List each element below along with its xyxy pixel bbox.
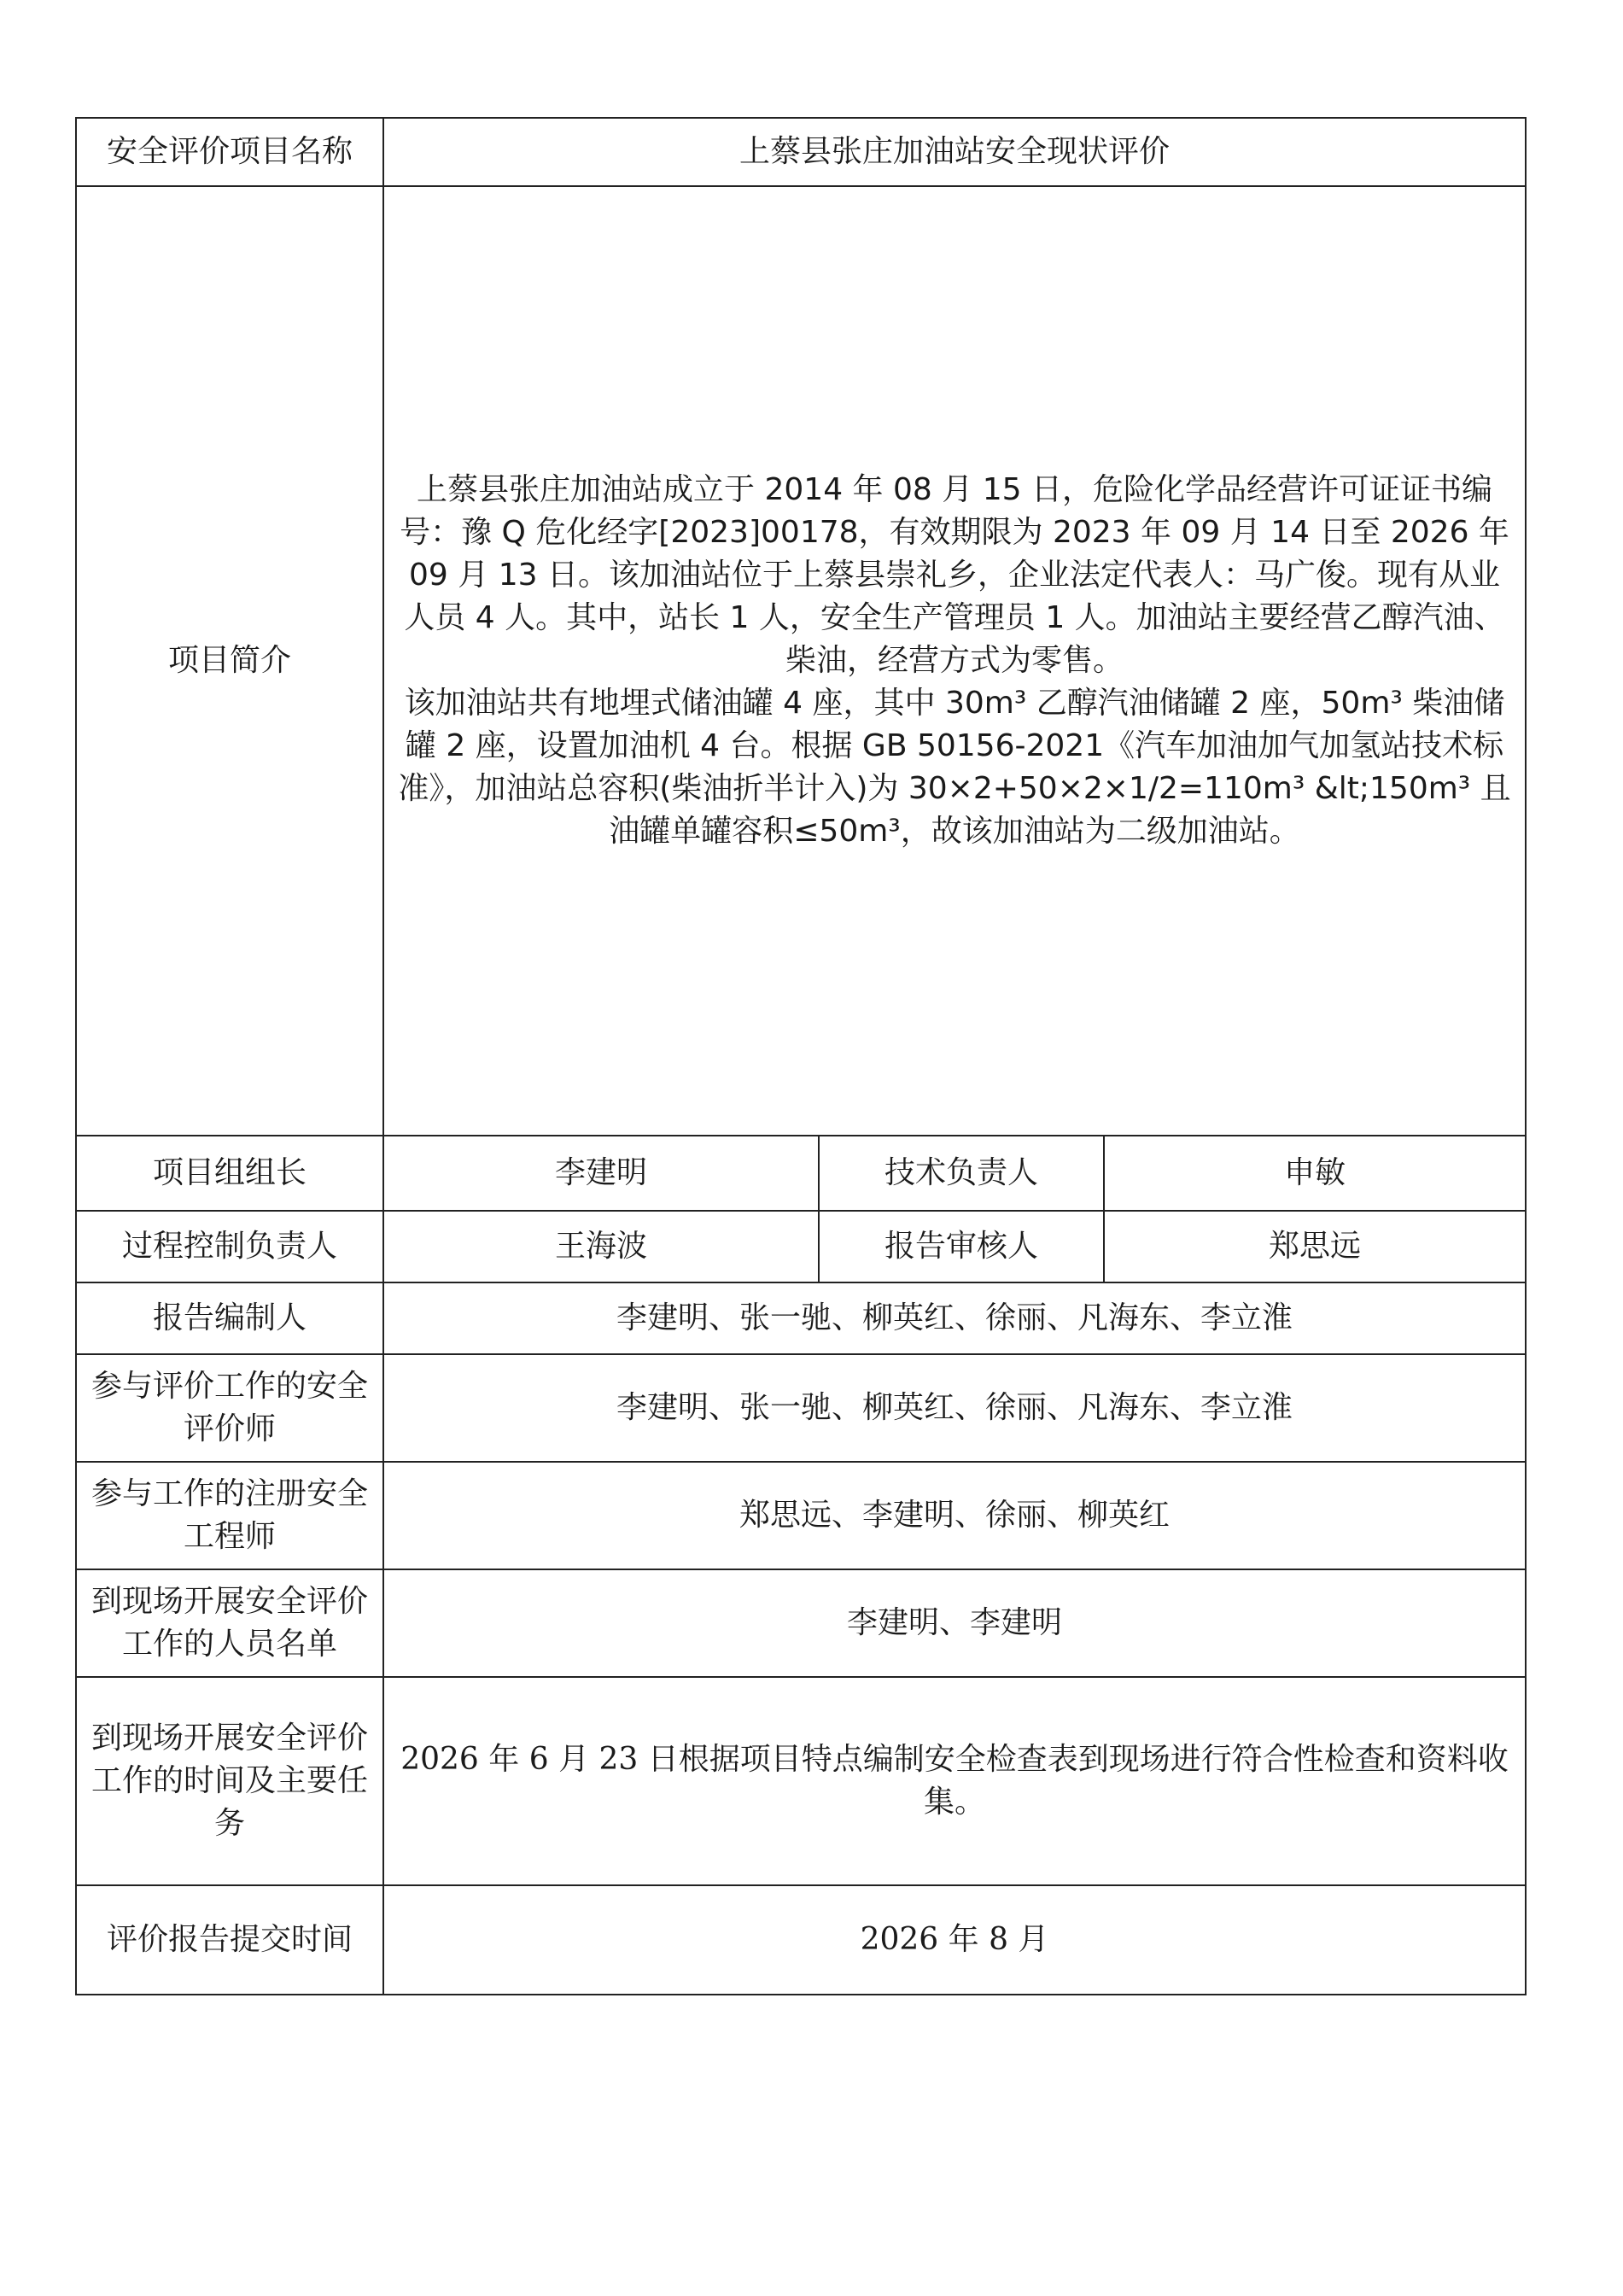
intro-paragraph-2: 该加油站共有地埋式储油罐 4 座，其中 30m³ 乙醇汽油储罐 2 座，50m³ 柴油储罐 2 座，设置加油机 4 台。根据 GB 50156-2021《汽车加油加气加氢站技术标准》，加油站总容积(柴油折半计入)为 30×2+50×2×1/2=110m³ &lt;150m³ 且油罐单罐容积≤50m³，故该加油站为二级加油站。 xyxy=(398,686,1511,849)
row-project-intro xyxy=(76,186,1526,1136)
row-onsite-time xyxy=(76,1677,1526,1885)
row-project-name xyxy=(76,118,1526,186)
row-leader xyxy=(76,1136,1526,1211)
onsite-staff-label: 到现场开展安全评价工作的人员名单 xyxy=(76,1569,383,1677)
evaluators-label: 参与评价工作的安全评价师 xyxy=(76,1354,383,1462)
leader-value: 李建明 xyxy=(383,1136,819,1211)
tech-lead-label: 技术负责人 xyxy=(819,1136,1104,1211)
project-info-table xyxy=(75,117,1527,1995)
project-intro-label: 项目简介 xyxy=(76,186,383,1136)
authors-label: 报告编制人 xyxy=(76,1282,383,1354)
project-name-label: 安全评价项目名称 xyxy=(76,118,383,186)
row-evaluators xyxy=(76,1354,1526,1462)
leader-label: 项目组组长 xyxy=(76,1136,383,1211)
engineers-label: 参与工作的注册安全工程师 xyxy=(76,1462,383,1569)
submit-time-label: 评价报告提交时间 xyxy=(76,1885,383,1995)
evaluators-value: 李建明、张一驰、柳英红、徐丽、凡海东、李立淮 xyxy=(383,1354,1526,1462)
onsite-time-label: 到现场开展安全评价工作的时间及主要任务 xyxy=(76,1677,383,1885)
row-process xyxy=(76,1211,1526,1282)
engineers-value: 郑思远、李建明、徐丽、柳英红 xyxy=(383,1462,1526,1569)
onsite-staff-value: 李建明、李建明 xyxy=(383,1569,1526,1677)
process-control-value: 王海波 xyxy=(383,1211,819,1282)
process-control-label: 过程控制负责人 xyxy=(76,1211,383,1282)
tech-lead-value: 申敏 xyxy=(1104,1136,1526,1211)
row-onsite-staff xyxy=(76,1569,1526,1677)
authors-value: 李建明、张一驰、柳英红、徐丽、凡海东、李立淮 xyxy=(383,1282,1526,1354)
row-engineers xyxy=(76,1462,1526,1569)
submit-time-value: 2026 年 8 月 xyxy=(383,1885,1526,1995)
onsite-time-value: 2026 年 6 月 23 日根据项目特点编制安全检查表到现场进行符合性检查和资料收集。 xyxy=(383,1677,1526,1885)
reviewer-label: 报告审核人 xyxy=(819,1211,1104,1282)
row-authors xyxy=(76,1282,1526,1354)
intro-paragraph-1: 上蔡县张庄加油站成立于 2014 年 08 月 15 日，危险化学品经营许可证证书编号：豫 Q 危化经字[2023]00178，有效期限为 2023 年 09 月 14 日至 2026 年 09 月 13 日。该加油站位于上蔡县崇礼乡，企业法定代表人：马广俊。现有从业人员 4 人。其中，站长 1 人，安全生产管理员 1 人。加油站主要经营乙醇汽油、柴油，经营方式为零售。 xyxy=(400,472,1509,678)
reviewer-value: 郑思远 xyxy=(1104,1211,1526,1282)
row-submit xyxy=(76,1885,1526,1995)
project-name-value: 上蔡县张庄加油站安全现状评价 xyxy=(383,118,1526,186)
project-intro-value xyxy=(383,186,1526,1136)
